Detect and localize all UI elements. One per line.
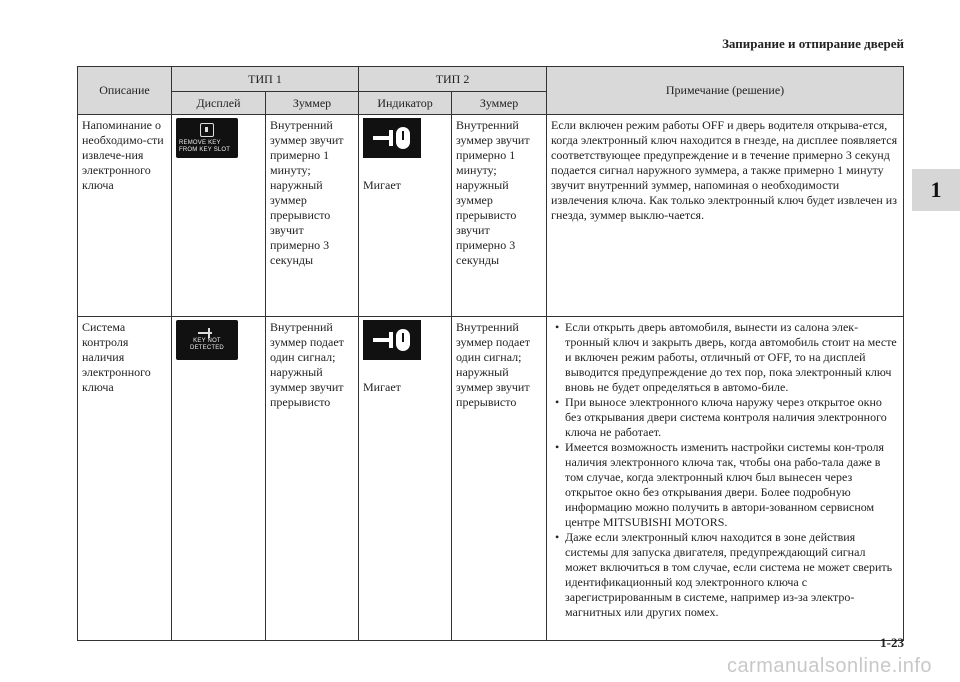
header-type2: ТИП 2 [359, 67, 547, 92]
header-indicator: Индикатор [359, 92, 452, 115]
row-display [172, 317, 266, 641]
row-description: Напоминание о необходимо-сти извлече-ния электронного ключа [78, 115, 172, 317]
header-note: Примечание (решение) [547, 67, 904, 115]
row-buzzer-type2: Внутренний зуммер подает один сигнал; наружный зуммер звучит прерывисто [452, 317, 547, 641]
row-notes [547, 317, 904, 641]
row-indicator [359, 317, 452, 641]
key-indicator-icon [363, 320, 421, 360]
header-display: Дисплей [172, 92, 266, 115]
row-buzzer-type1: Внутренний зуммер звучит примерно 1 минуту; наружный зуммер прерывисто звучит примерно 3 секунды [266, 115, 359, 317]
key-reminder-display-icon [176, 118, 238, 158]
row-display [172, 115, 266, 317]
chapter-tab: 1 [912, 169, 960, 211]
key-not-detected-display-icon [176, 320, 238, 360]
display-message: KEY NOT DETECTED [190, 338, 224, 351]
notes-list [551, 320, 899, 620]
header-type1: ТИП 1 [172, 67, 359, 92]
note-item: • При выносе электронного ключа наружу через открытое окно без открывания двери система контроля наличия электронного ключа не работает. [565, 395, 899, 440]
page-header: Запирание и отпирание дверей [722, 36, 904, 51]
warning-table [77, 66, 904, 641]
table-row [78, 317, 904, 641]
display-message: REMOVE KEY FROM KEY SLOT [179, 140, 231, 153]
note-item: • Имеется возможность изменить настройки системы кон-троля наличия электронного ключа так, чтобы она рабо-тала даже в том случае, когда электронный ключ был вынесен через открытое окно без открывания двери. Более подробную информацию можно получить в автори-зованном сервисном центре MITSUBISHI MOTORS. [565, 440, 899, 530]
row-indicator [359, 115, 452, 317]
row-buzzer-type2: Внутренний зуммер звучит примерно 1 минуту; наружный зуммер прерывисто звучит примерно 3 секунды [452, 115, 547, 317]
header-buzzer-type1: Зуммер [266, 92, 359, 115]
note-item: • Если открыть дверь автомобиля, вынести из салона элек-тронный ключ и закрыть дверь, когда автомобиль стоит на месте и включен режим работы, отличный от OFF, то на дисплей выводится предупреждение до тех пор, пока электронный ключ вновь не будет определяться в автомо-биле. [565, 320, 899, 395]
indicator-state: Мигает [363, 380, 401, 394]
row-description: Система контроля наличия электронного ключа [78, 317, 172, 641]
header-buzzer-type2: Зуммер [452, 92, 547, 115]
page-number: 1-23 [880, 635, 904, 650]
row-note: Если включен режим работы OFF и дверь водителя открыва-ется, когда электронный ключ находится в гнезде, на дисплее появляется соответствующее предупреждение и в течение примерно 3 секунд подается сигнал наружного зуммера, а также примерно 1 минуту звучит внутренний зуммер, напоминая о необходимости извлечения ключа. Как только электронный ключ будет извлечен из гнезда, зуммер выклю-чается. [547, 115, 904, 317]
table-row [78, 115, 904, 317]
indicator-state: Мигает [363, 178, 401, 192]
row-buzzer-type1: Внутренний зуммер подает один сигнал; наружный зуммер звучит прерывисто [266, 317, 359, 641]
key-indicator-icon [363, 118, 421, 158]
note-item: • Даже если электронный ключ находится в зоне действия системы для запуска двигателя, предупреждающий сигнал может включиться в том случае, если система не может сверить идентификационный код электронного ключа с зарегистрированным в системе, например из-за электро-магнитных или других помех. [565, 530, 899, 620]
header-description: Описание [78, 67, 172, 115]
watermark: carmanualsonline.info [726, 655, 932, 677]
